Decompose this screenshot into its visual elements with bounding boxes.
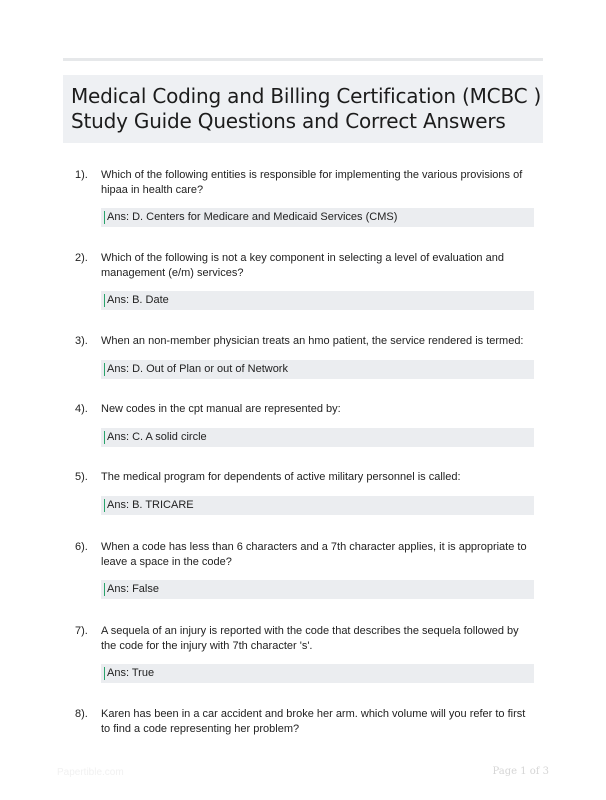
- question-text: Karen has been in a car accident and broke her arm. which volume will you refer to first to find a code representing her problem?: [101, 708, 526, 735]
- answer-box: Ans: B. Date: [101, 291, 534, 310]
- question-number: 5).: [75, 471, 88, 483]
- question-number: 6).: [75, 541, 88, 553]
- answer-box: Ans: False: [101, 580, 534, 599]
- page-indicator: Page 1 of 3: [492, 766, 549, 777]
- question-number: 3).: [75, 335, 88, 347]
- question-number: 8).: [75, 708, 88, 720]
- answer-box: Ans: D. Out of Plan or out of Network: [101, 360, 534, 379]
- top-divider: [63, 58, 543, 61]
- document-title-line-2: Study Guide Questions and Correct Answers: [71, 109, 506, 133]
- question-text: When an non-member physician treats an hmo patient, the service rendered is termed:: [101, 335, 524, 347]
- question-text: New codes in the cpt manual are represented by:: [101, 403, 341, 415]
- question-text: Which of the following entities is responsible for implementing the various provisions of hipaa in health care?: [101, 169, 523, 196]
- question-number: 1).: [75, 169, 88, 181]
- document-title-block: [63, 75, 543, 143]
- answer-box: Ans: C. A solid circle: [101, 428, 534, 447]
- watermark: Papertible.com: [57, 767, 124, 778]
- document-title-line-1: Medical Coding and Billing Certification (MCBC ): [71, 84, 542, 108]
- answer-box: Ans: True: [101, 664, 534, 683]
- question-number: 4).: [75, 403, 88, 415]
- answer-box: Ans: B. TRICARE: [101, 496, 534, 515]
- question-text: A sequela of an injury is reported with the code that describes the sequela followed by the code for the injury with 7th character 's'.: [101, 625, 519, 652]
- question-text: Which of the following is not a key component in selecting a level of evaluation and management (e/m) services?: [101, 252, 504, 279]
- answer-box: Ans: D. Centers for Medicare and Medicaid Services (CMS): [101, 208, 534, 227]
- question-text: The medical program for dependents of active military personnel is called:: [101, 471, 461, 483]
- question-number: 7).: [75, 625, 88, 637]
- question-text: When a code has less than 6 characters and a 7th character applies, it is appropriate to leave a space in the code?: [101, 541, 527, 568]
- question-number: 2).: [75, 252, 88, 264]
